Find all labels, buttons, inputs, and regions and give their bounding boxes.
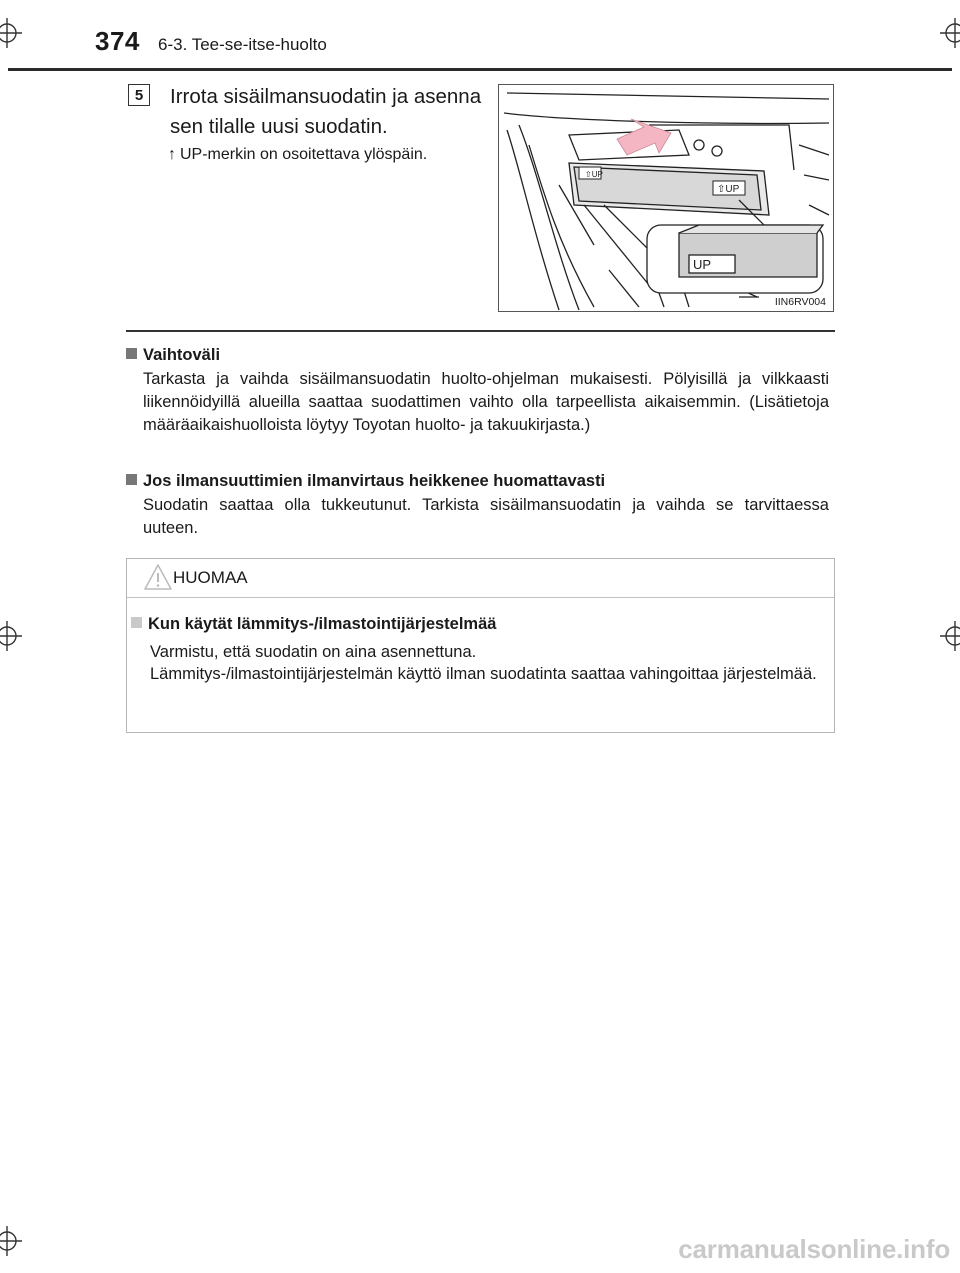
svg-text:⇧UP: ⇧UP (717, 184, 740, 195)
header-rule (8, 68, 952, 71)
square-bullet-icon (126, 348, 137, 359)
filter-up-label: UP (693, 257, 712, 272)
notice-header (127, 559, 834, 598)
step-note (168, 146, 488, 164)
step-instruction: Irrota sisäilmansuodatin ja asenna sen tilalle uusi suodatin. (170, 85, 482, 138)
page-number: 374 (95, 26, 140, 56)
notice-title: HUOMAA (173, 568, 248, 587)
registration-mark-top-right (940, 18, 960, 48)
notice-box (126, 558, 835, 733)
square-bullet-icon (131, 617, 142, 628)
info-heading: Vaihtoväli (143, 346, 221, 364)
step-note-text: UP-merkin on osoitettava ylöspäin. (180, 146, 428, 163)
info-heading: Jos ilmansuuttimien ilmanvirtaus heikkenee huomattavasti (143, 472, 606, 490)
step-number-badge: 5 (128, 84, 150, 106)
filter-replacement-illustration (498, 84, 834, 312)
registration-mark-top-left (0, 18, 22, 48)
info-body: Tarkasta ja vaihda sisäilmansuodatin huolto-ohjelman mukaisesti. Pölyisillä ja vilkkaasti liikennöidyillä alueilla saattaa suodattimen vaihto olla tarpeellista aikaisemmin. (Lisätietoja määräaikaishuolloista löytyy Toyotan huolto- ja takuukirjasta.) (143, 370, 829, 434)
registration-mark-bottom-left (0, 1226, 22, 1256)
info-item-vaihtovali (126, 346, 829, 437)
info-item-airflow (126, 472, 829, 540)
section-title: 6-3. Tee-se-itse-huolto (158, 35, 327, 54)
warning-triangle-icon (143, 563, 173, 591)
notice-line: Lämmitys-/ilmastointijärjestelmän käyttö ilman suodatinta saattaa vahingoittaa järjestelmää. (150, 665, 817, 683)
illustration-code: IIN6RV004 (774, 296, 826, 308)
registration-mark-mid-right (940, 621, 960, 651)
square-bullet-icon (126, 474, 137, 485)
svg-text:⇧UP: ⇧UP (585, 170, 603, 179)
notice-line: Varmistu, että suodatin on aina asennettuna. (150, 643, 477, 661)
up-arrow-icon: ↑ (168, 146, 176, 163)
notice-body (150, 641, 830, 685)
info-body: Suodatin saattaa olla tukkeutunut. Tarkista sisäilmansuodatin ja vaihda se tarvittaessa uuteen. (143, 496, 829, 537)
filter-drawing (499, 85, 833, 311)
notice-heading: Kun käytät lämmitys-/ilmastointijärjestelmää (148, 615, 497, 633)
registration-mark-mid-left (0, 621, 22, 651)
watermark: carmanualsonline.info (678, 1234, 950, 1264)
section-divider (126, 330, 835, 332)
